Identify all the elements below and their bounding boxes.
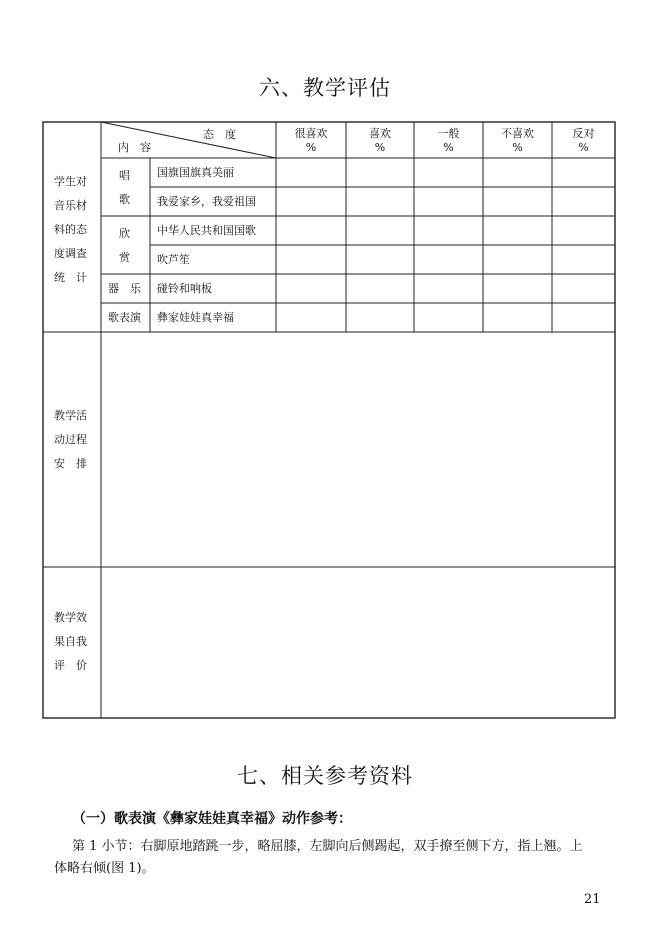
column-header-dislike [483, 127, 552, 155]
column-unit: % [374, 141, 386, 154]
column-label: 很喜欢 [294, 127, 328, 140]
category-instrument: 器 乐 [108, 282, 141, 295]
section-title-references: 七、相关参考资料 [237, 764, 413, 788]
column-header-oppose [552, 127, 615, 155]
reference-paragraph [54, 836, 620, 880]
effect-label: 教学效 果自我 评 价 [54, 611, 87, 672]
column-header-like [346, 127, 414, 155]
section-title-evaluation: 六、教学评估 [259, 76, 391, 100]
paragraph-line-2: 体略右倾(图 1)。 [54, 861, 155, 876]
header-attitude: 态 度 [203, 128, 236, 141]
column-label: 反对 [572, 127, 595, 140]
category-singing: 唱 歌 [119, 169, 130, 206]
item-song-1: 国旗国旗真美丽 [157, 166, 234, 179]
column-header-like-very [276, 127, 346, 155]
column-unit: % [512, 141, 523, 154]
category-appreciation: 欣 赏 [119, 227, 130, 264]
item-appreciation-1: 中华人民共和国国歌 [157, 224, 256, 237]
survey-label: 学生对 音乐材 料的态 度调查 统 计 [54, 175, 87, 284]
column-label: 一般 [437, 127, 460, 140]
column-unit: % [305, 141, 317, 154]
reference-subheading: （一）歌表演《彝家娃娃真幸福》动作参考： [72, 811, 352, 827]
paragraph-line-1: 第 1 小节：右脚原地踏跳一步，略屈膝，左脚向后侧踢起，双手撩至侧下方，指上翘。上 [72, 839, 583, 854]
item-instrument-1: 碰铃和响板 [157, 282, 212, 295]
category-performance: 歌表演 [108, 311, 141, 324]
column-label: 不喜欢 [501, 127, 534, 140]
activity-label: 教学活 动过程 安 排 [54, 409, 87, 470]
page-number: 21 [584, 892, 601, 907]
column-unit: % [443, 141, 454, 154]
header-content: 内 容 [118, 141, 151, 154]
column-unit: % [578, 141, 589, 154]
column-header-neutral [414, 127, 483, 155]
item-song-2: 我爱家乡，我爱祖国 [157, 195, 256, 208]
item-performance-1: 彝家娃娃真幸福 [157, 311, 234, 324]
column-label: 喜欢 [369, 127, 391, 140]
item-appreciation-2: 吹芦笙 [157, 253, 190, 266]
